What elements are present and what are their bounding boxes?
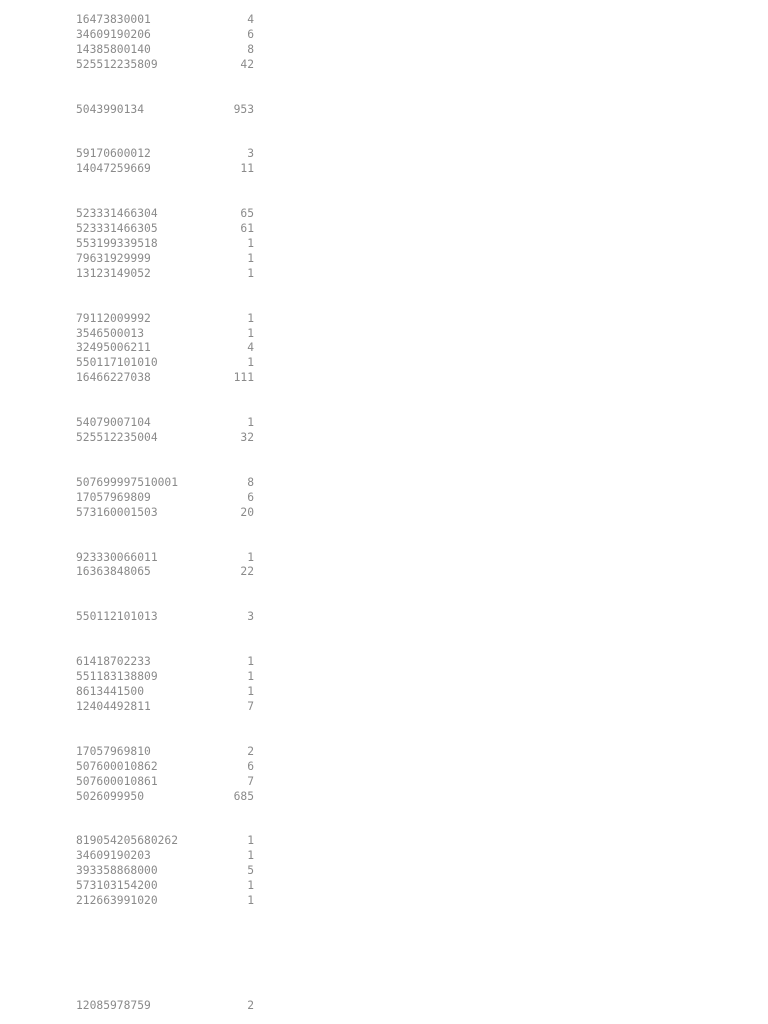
record-code: 54079007104 [76, 416, 151, 430]
record-code: 819054205680262 [76, 834, 179, 848]
record-code: 525512235004 [76, 431, 158, 445]
record-quantity: 4 [247, 13, 254, 26]
record-code: 13123149052 [76, 266, 151, 280]
record-code: 523331466305 [76, 222, 158, 236]
record-code: 573103154200 [76, 879, 158, 893]
record-row [76, 416, 254, 431]
record-row [76, 476, 254, 491]
record-row [76, 431, 254, 446]
record-code: 550112101013 [76, 610, 158, 624]
record-quantity: 61 [240, 222, 254, 236]
record-code: 34609190206 [76, 27, 151, 41]
record-row [76, 775, 254, 790]
record-quantity: 2 [247, 744, 254, 758]
record-code: 3546500013 [76, 326, 145, 340]
record-group [76, 551, 266, 581]
record-group [76, 416, 266, 446]
record-quantity: 111 [233, 371, 254, 385]
record-code: 507600010862 [76, 759, 158, 773]
record-row [76, 551, 254, 566]
record-code: 12085978759 [76, 998, 151, 1012]
record-row [76, 879, 254, 894]
record-quantity: 3 [247, 610, 254, 624]
record-quantity: 1 [247, 879, 254, 893]
record-quantity: 1 [247, 251, 254, 265]
record-row [76, 894, 254, 909]
record-row [76, 312, 254, 327]
record-row [76, 327, 254, 342]
record-row [76, 43, 254, 58]
record-code: 61418702233 [76, 655, 151, 669]
record-quantity: 1 [247, 670, 254, 684]
record-quantity: 4 [247, 341, 254, 355]
record-quantity: 1 [247, 655, 254, 669]
record-row [76, 760, 254, 775]
record-code: 553199339518 [76, 237, 158, 251]
record-row [76, 237, 254, 252]
record-group [76, 610, 266, 625]
record-quantity: 2 [247, 998, 254, 1012]
record-quantity: 3 [247, 147, 254, 161]
record-row [76, 834, 254, 849]
record-quantity: 8 [247, 475, 254, 489]
record-row [76, 13, 254, 28]
record-quantity: 32 [240, 431, 254, 445]
record-code: 34609190203 [76, 849, 151, 863]
record-code: 923330066011 [76, 550, 158, 564]
record-group [76, 476, 266, 521]
record-code: 17057969809 [76, 490, 151, 504]
record-row [76, 103, 254, 118]
record-code: 16473830001 [76, 13, 151, 26]
record-row [76, 610, 254, 625]
record-quantity: 1 [247, 356, 254, 370]
record-quantity: 1 [247, 550, 254, 564]
record-quantity: 20 [240, 505, 254, 519]
record-code: 16466227038 [76, 371, 151, 385]
record-row [76, 491, 254, 506]
record-row [76, 655, 254, 670]
record-row [76, 222, 254, 237]
record-quantity: 65 [240, 207, 254, 221]
record-row [76, 506, 254, 521]
record-group [76, 147, 266, 177]
record-code: 5026099950 [76, 789, 145, 803]
record-quantity: 8 [247, 42, 254, 56]
record-code: 17057969810 [76, 744, 151, 758]
record-code: 14047259669 [76, 162, 151, 176]
record-code: 393358868000 [76, 864, 158, 878]
record-group [76, 999, 266, 1014]
record-code: 507600010861 [76, 774, 158, 788]
record-quantity: 1 [247, 685, 254, 699]
record-code: 523331466304 [76, 207, 158, 221]
record-quantity: 6 [247, 27, 254, 41]
record-row [76, 999, 254, 1014]
record-quantity: 1 [247, 416, 254, 430]
record-row [76, 207, 254, 222]
record-quantity: 1 [247, 893, 254, 907]
record-row [76, 341, 254, 356]
record-row [76, 252, 254, 267]
record-code: 8613441500 [76, 685, 145, 699]
record-group [76, 207, 266, 281]
record-group [76, 834, 266, 908]
record-row [76, 849, 254, 864]
record-quantity: 42 [240, 57, 254, 71]
record-quantity: 6 [247, 759, 254, 773]
record-quantity: 1 [247, 266, 254, 280]
record-row [76, 147, 254, 162]
record-row [76, 356, 254, 371]
record-row [76, 28, 254, 43]
record-code: 507699997510001 [76, 475, 179, 489]
record-quantity: 1 [247, 311, 254, 325]
record-code: 32495006211 [76, 341, 151, 355]
record-quantity: 22 [240, 565, 254, 579]
record-row [76, 371, 254, 386]
record-code: 551183138809 [76, 670, 158, 684]
record-code: 14385800140 [76, 42, 151, 56]
record-group [76, 655, 266, 715]
record-row [76, 565, 254, 580]
record-quantity: 1 [247, 237, 254, 251]
record-code: 550117101010 [76, 356, 158, 370]
record-code: 79631929999 [76, 251, 151, 265]
record-code: 12404492811 [76, 699, 151, 713]
record-code: 525512235809 [76, 57, 158, 71]
record-row [76, 745, 254, 760]
record-row [76, 790, 254, 805]
record-quantity: 11 [240, 162, 254, 176]
record-code: 212663991020 [76, 893, 158, 907]
record-row [76, 700, 254, 715]
record-code: 5043990134 [76, 102, 145, 116]
record-row [76, 58, 254, 73]
record-quantity: 1 [247, 326, 254, 340]
record-quantity: 7 [247, 774, 254, 788]
record-code: 16363848065 [76, 565, 151, 579]
record-quantity: 1 [247, 849, 254, 863]
record-quantity: 953 [233, 102, 254, 116]
record-row [76, 162, 254, 177]
record-quantity: 7 [247, 699, 254, 713]
record-group [76, 13, 266, 73]
record-row [76, 670, 254, 685]
record-code: 79112009992 [76, 311, 151, 325]
record-row [76, 267, 254, 282]
record-group [76, 103, 266, 118]
record-code: 59170600012 [76, 147, 151, 161]
record-code: 573160001503 [76, 505, 158, 519]
code-quantity-listing [76, 13, 266, 1014]
record-quantity: 5 [247, 864, 254, 878]
record-quantity: 1 [247, 834, 254, 848]
record-group [76, 745, 266, 805]
record-row [76, 864, 254, 879]
record-quantity: 6 [247, 490, 254, 504]
record-row [76, 685, 254, 700]
record-group [76, 312, 266, 386]
record-quantity: 685 [233, 789, 254, 803]
